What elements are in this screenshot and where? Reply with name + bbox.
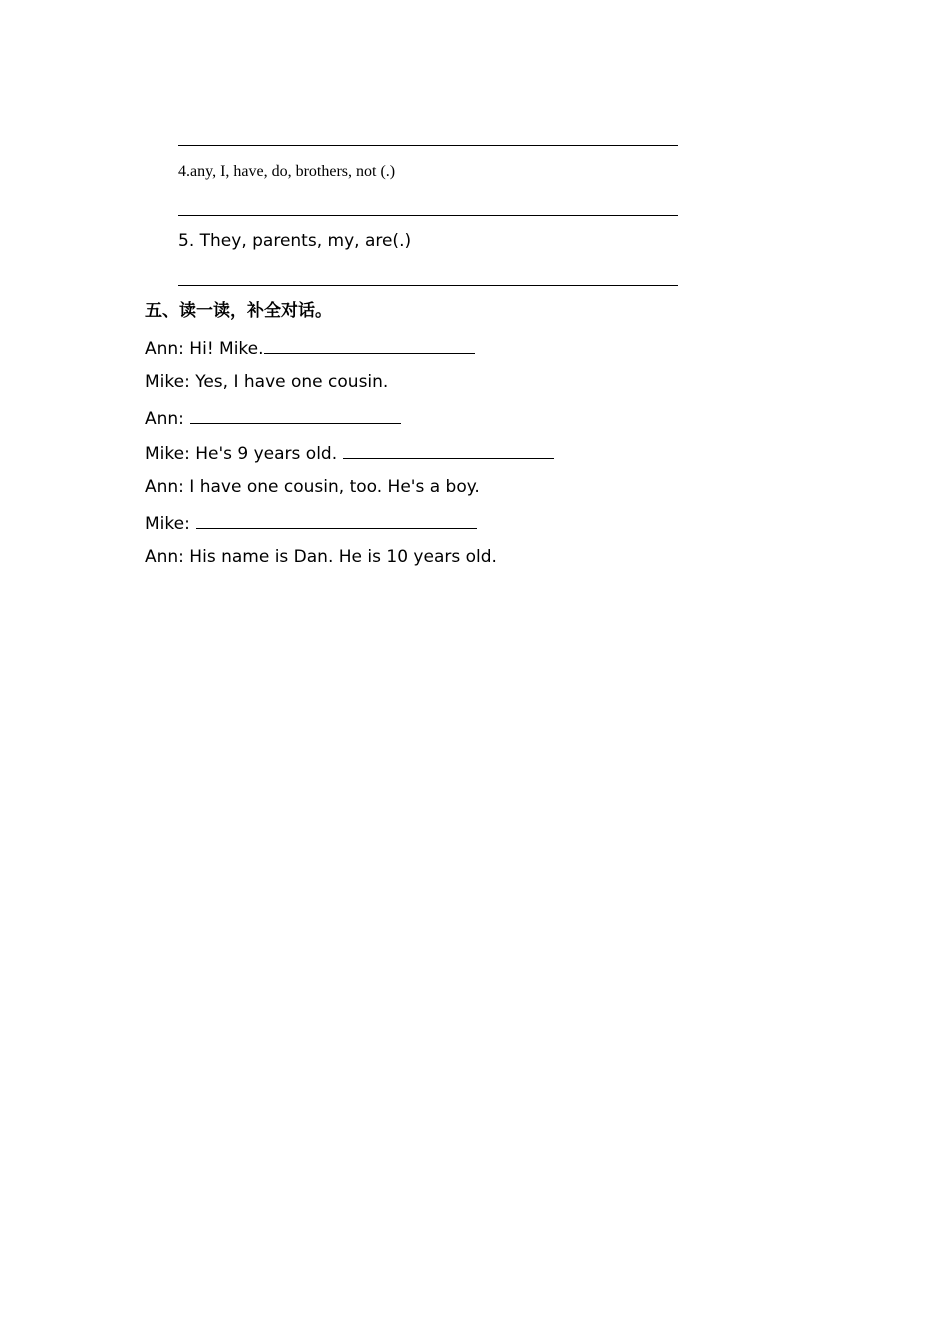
question-4 (178, 164, 395, 180)
dialogue-text: Mike: (145, 514, 190, 534)
dialogue-line-3 (145, 409, 401, 428)
dialogue-blank[interactable] (196, 514, 477, 529)
answer-line-q5[interactable] (178, 285, 678, 286)
dialogue-text: Ann: (145, 409, 184, 429)
dialogue-blank[interactable] (264, 339, 475, 354)
dialogue-text: Ann: Hi! Mike. (145, 339, 264, 359)
question-5 (178, 233, 411, 250)
section-heading: 五、读一读，补全对话。 (145, 301, 332, 321)
question-4-text: any, I, have, do, brothers, not (.) (190, 163, 396, 180)
dialogue-blank[interactable] (343, 444, 554, 459)
dialogue-line-6 (145, 514, 477, 533)
dialogue-line-4 (145, 444, 554, 463)
dialogue-line-2 (145, 374, 388, 391)
question-4-number: 4. (178, 163, 190, 180)
answer-line-q3[interactable] (178, 145, 678, 146)
dialogue-blank[interactable] (190, 409, 401, 424)
dialogue-text: Mike: Yes, I have one cousin. (145, 372, 389, 392)
question-5-number: 5. (178, 231, 195, 251)
dialogue-text: Ann: I have one cousin, too. He's a boy. (145, 477, 480, 497)
dialogue-line-5 (145, 479, 480, 496)
dialogue-line-7 (145, 549, 497, 566)
dialogue-text: Ann: His name is Dan. He is 10 years old. (145, 547, 497, 567)
question-5-text: They, parents, my, are(.) (199, 231, 412, 251)
dialogue-line-1 (145, 339, 475, 358)
answer-line-q4[interactable] (178, 215, 678, 216)
dialogue-text: Mike: He's 9 years old. (145, 444, 338, 464)
